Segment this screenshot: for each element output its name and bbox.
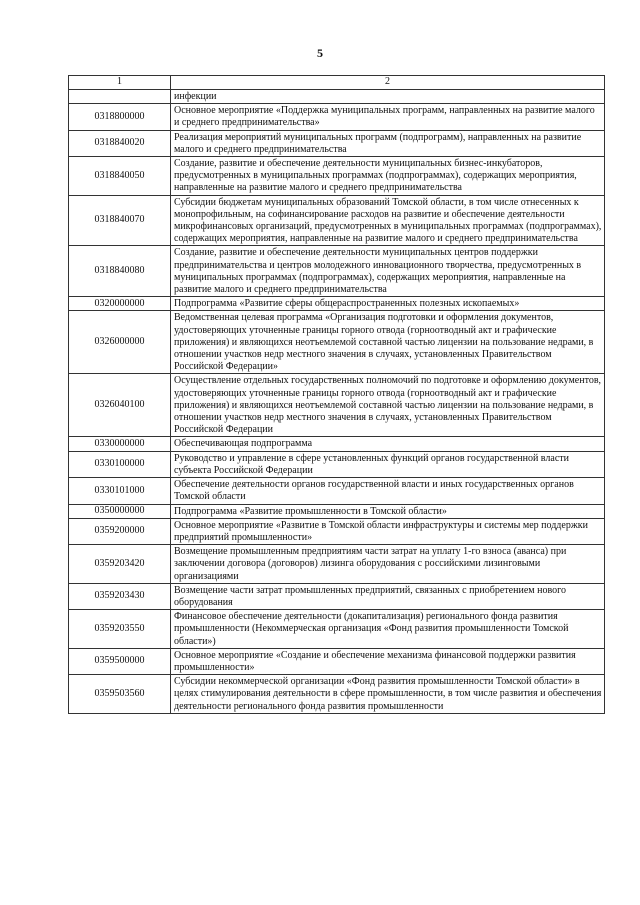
table-row [69,157,605,196]
table-row [69,297,605,311]
row-description: Финансовое обеспечение деятельности (докапитализация) регионального фонда развития промышленности (Некоммерческая организация «Фонд развития промышленности Томской области») [171,610,605,649]
row-code: 0318840020 [69,130,171,156]
row-code: 0359200000 [69,518,171,544]
row-description: инфекции [171,90,605,104]
row-code: 0326040100 [69,374,171,437]
row-code: 0318840080 [69,246,171,297]
row-code: 0350000000 [69,504,171,518]
row-description: Субсидии некоммерческой организации «Фонд развития промышленности Томской области» в целях стимулирования деятельности в сфере промышленности, в том числе развития и обеспечения деятельности регионального фонда развития промышленности [171,675,605,714]
row-code: 0318840070 [69,195,171,246]
row-description: Основное мероприятие «Поддержка муниципальных программ, направленных на развитие малого и среднего предпринимательства» [171,104,605,130]
row-description: Подпрограмма «Развитие сферы общераспространенных полезных ископаемых» [171,297,605,311]
row-description: Обеспечение деятельности органов государственной власти и иных государственных органов Томской области [171,478,605,504]
row-code: 0318800000 [69,104,171,130]
table-row [69,437,605,451]
page-number: 5 [317,46,323,60]
table-row [69,311,605,374]
row-code: 0330101000 [69,478,171,504]
table-row [69,451,605,477]
row-code: 0330100000 [69,451,171,477]
table-row [69,374,605,437]
table-row [69,90,605,104]
table-row [69,610,605,649]
row-description: Возмещение промышленным предприятиям части затрат на уплату 1-го взноса (аванса) при заключении договора (договоров) лизинга оборудования с российскими лизинговыми организациями [171,545,605,584]
table-row [69,130,605,156]
table-row [69,545,605,584]
row-code: 0318840050 [69,157,171,196]
table-row [69,246,605,297]
row-code: 0359500000 [69,648,171,674]
row-description: Обеспечивающая подпрограмма [171,437,605,451]
table-row [69,675,605,714]
table-row [69,504,605,518]
row-description: Создание, развитие и обеспечение деятельности муниципальных центров поддержки предпринимательства и центров молодежного инновационного творчества, предусмотренных в муниципальных программах (подпрограммах), содержащих мероприятия, направленные на развитие малого и среднего предпринимательства [171,246,605,297]
table-row [69,518,605,544]
row-description: Возмещение части затрат промышленных предприятий, связанных с приобретением нового оборудования [171,583,605,609]
row-description: Реализация мероприятий муниципальных программ (подпрограмм), направленных на развитие малого и среднего предпринимательства [171,130,605,156]
row-description: Основное мероприятие «Развитие в Томской области инфраструктуры и системы мер поддержки предприятий промышленности» [171,518,605,544]
row-code: 0359503560 [69,675,171,714]
row-description: Руководство и управление в сфере установленных функций органов государственной власти субъекта Российской Федерации [171,451,605,477]
row-code: 0320000000 [69,297,171,311]
table-header-row [69,76,605,90]
table-row [69,583,605,609]
row-description: Создание, развитие и обеспечение деятельности муниципальных бизнес-инкубаторов, предусмотренных в муниципальных программах (подпрограммах), содержащих мероприятия, направленные на развитие малого и среднего предпринимательства [171,157,605,196]
row-description: Осуществление отдельных государственных полномочий по подготовке и оформлению документов, удостоверяющих уточненные границы горного отвода (горноотводный акт и графические приложения) и являющихся неотъемлемой составной частью лицензии на пользование недрами, в отношении участков недр местного значения в случаях, установленных Правительством Российской Федерации [171,374,605,437]
row-code: 0359203420 [69,545,171,584]
header-col-code: 1 [69,76,171,90]
row-description: Подпрограмма «Развитие промышленности в Томской области» [171,504,605,518]
table-row [69,104,605,130]
row-code: 0359203430 [69,583,171,609]
classification-table [68,75,605,714]
row-code: 0326000000 [69,311,171,374]
row-code: 0330000000 [69,437,171,451]
table-row [69,648,605,674]
row-description: Основное мероприятие «Создание и обеспечение механизма финансовой поддержки развития промышленности» [171,648,605,674]
table-row [69,478,605,504]
row-description: Ведомственная целевая программа «Организация подготовки и оформления документов, удостоверяющих уточненные границы горного отвода (горноотводный акт и графические приложения) и являющихся неотъемлемой составной частью лицензии на пользование недрами, в отношении участков недр местного значения в случаях, установленных Правительством Российской Федерации» [171,311,605,374]
row-description: Субсидии бюджетам муниципальных образований Томской области, в том числе отнесенных к монопрофильным, на софинансирование расходов на развитие и обеспечение деятельности микрофинансовых организаций, предусмотренных в муниципальных программах (подпрограммах), содержащих мероприятия, направленные на развитие малого и среднего предпринимательства [171,195,605,246]
table-row [69,195,605,246]
row-code: 0359203550 [69,610,171,649]
header-col-name: 2 [171,76,605,90]
row-code [69,90,171,104]
